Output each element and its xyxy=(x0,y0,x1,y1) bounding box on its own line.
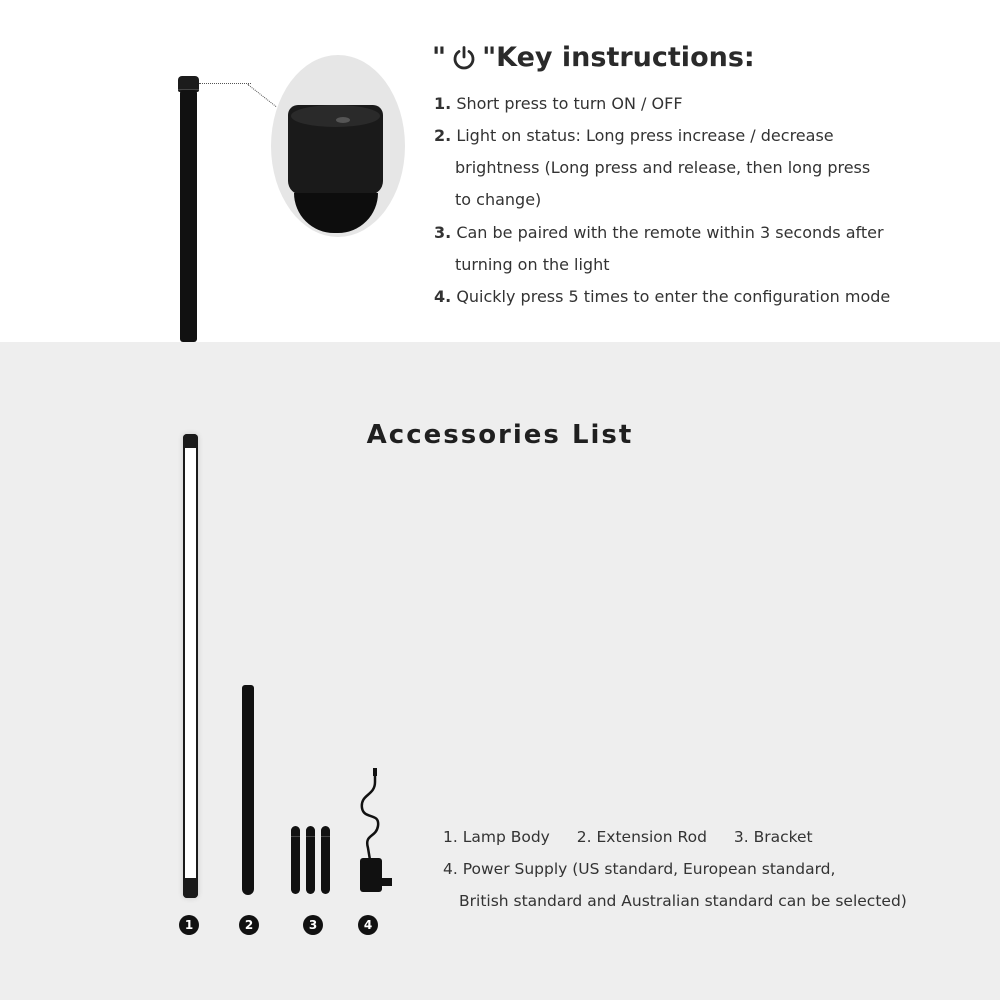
lamp-body-cap-bottom xyxy=(183,878,198,898)
power-button-closeup xyxy=(271,55,405,237)
power-button xyxy=(336,117,350,123)
lamp-body-cap-top xyxy=(183,434,198,448)
accessories-list-row-2: 4. Power Supply (US standard, European standard, xyxy=(443,860,836,878)
callout-line-diagonal xyxy=(247,84,276,107)
extension-rod-image xyxy=(242,685,254,895)
key-instructions-section xyxy=(0,0,1000,342)
instructions-title xyxy=(432,42,755,73)
bracket-image xyxy=(321,826,330,894)
badge-extension-rod: 2 xyxy=(239,915,259,935)
title-text: "Key instructions: xyxy=(482,42,755,73)
power-adapter-image xyxy=(360,858,382,892)
power-cord-image xyxy=(350,768,390,860)
badge-power-supply: 4 xyxy=(358,915,378,935)
power-adapter-plug xyxy=(382,878,392,886)
instruction-2: 2. Light on status: Long press increase / decrease brightness (Long press and release, then long press to change) xyxy=(434,126,871,209)
title-prefix: " xyxy=(432,42,447,73)
instruction-4: 4. Quickly press 5 times to enter the configuration mode xyxy=(434,287,891,306)
knob-base xyxy=(294,193,378,233)
lamp-body-image xyxy=(183,434,198,898)
instruction-3: 3. Can be paired with the remote within 3 seconds after turning on the light xyxy=(434,223,884,274)
instruction-1: 1. Short press to turn ON / OFF xyxy=(434,94,683,113)
bracket-image xyxy=(306,826,315,894)
lamp-pole xyxy=(180,90,197,342)
power-icon xyxy=(450,44,478,72)
badge-bracket: 3 xyxy=(303,915,323,935)
bracket-image xyxy=(291,826,300,894)
accessories-title: Accessories List xyxy=(366,420,634,450)
callout-line xyxy=(199,83,251,84)
accessories-list-row-3: British standard and Australian standard can be selected) xyxy=(459,892,907,910)
accessories-list-row-1: 1. Lamp Body 2. Extension Rod 3. Bracket xyxy=(443,828,813,846)
badge-lamp-body: 1 xyxy=(179,915,199,935)
